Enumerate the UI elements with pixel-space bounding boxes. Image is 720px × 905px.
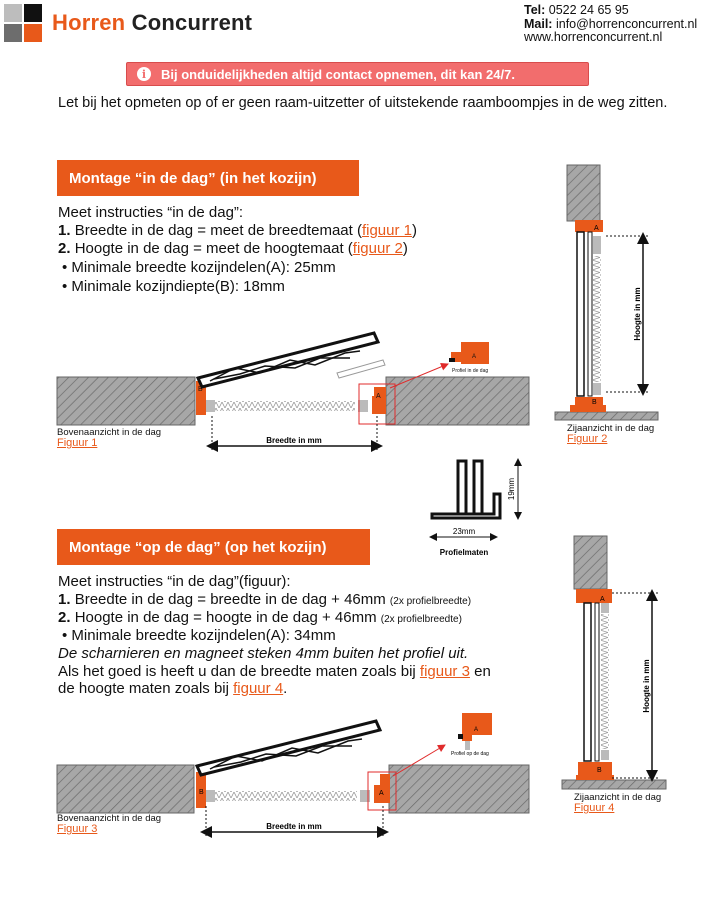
figuur4-link[interactable]: figuur 4 [233,680,284,697]
spring-vertical [593,256,601,382]
line-end: ) [402,240,408,257]
floor [562,780,666,789]
label-a: A [600,596,605,603]
window-frame [197,721,380,775]
profile-caption: Profielmaten [439,548,489,557]
line-note: (2x profielbreedte) [389,596,472,607]
spring-horizontal [215,401,355,411]
inset-label: Profiel op de dag [451,751,489,757]
line-text: Breedte in de dag = breedte in de dag + 46mm [74,591,386,608]
figuur2-link[interactable]: figuur 2 [352,240,403,257]
figure4-link[interactable]: Figuur 4 [574,802,615,814]
section1-bullet1: • Minimale breedte kozijndelen(A): 25mm [62,259,336,276]
hinge-bottom [593,383,601,395]
frame-inner-rail [588,232,592,396]
hinge-bottom [601,750,609,760]
profile-width: 23mm [452,527,476,536]
wall-top [567,165,600,221]
frame-left-rail [577,232,584,396]
label-b: B [199,789,204,796]
inset-profile [461,342,489,364]
bullet-text: Minimale kozijndiepte(B): 18mm [71,278,285,295]
figure3-caption [57,814,161,834]
width-label: Breedte in mm [266,822,322,831]
profile-right-top [380,774,390,785]
label-b: B [198,386,203,393]
height-label: Hoogte in mm [633,287,642,341]
inset-label: Profiel in de dag [452,368,489,374]
num: 2. [58,240,71,257]
wall-left [57,377,195,425]
num: 1. [58,222,71,239]
floor [555,412,658,420]
caption-text: Zijaanzicht in de dag [574,792,662,803]
profile-top [576,589,612,603]
para-text: Als het goed is heeft u dan de breedte maten zoals bij [58,663,420,680]
profile-shape [432,461,500,518]
figure4-caption [574,793,661,813]
profile-height: 19mm [507,477,516,501]
label-b: B [592,399,597,406]
window-handle [337,360,385,378]
section1-title-text: Montage “in de dag” (in het kozijn) [69,169,317,187]
line-text: Hoogte in de dag = meet de hoogtemaat ( [74,240,353,257]
info-icon: i [137,67,151,81]
width-label: Breedte in mm [266,436,322,445]
bullet-text: Minimale breedte kozijndelen(A): 25mm [71,259,336,276]
figure1-link[interactable]: Figuur 1 [57,437,98,449]
wall-right [386,377,529,425]
mail-link[interactable]: info@horrenconcurrent.nl [555,16,698,31]
figure3-link[interactable]: Figuur 3 [57,823,98,835]
tel-label: Tel: [524,3,546,17]
caption-text: Bovenaanzicht in de dag [57,427,162,438]
section1-bullet2: • Minimale kozijndiepte(B): 18mm [62,278,285,295]
label-a: A [594,225,599,232]
hinge-left [206,790,215,802]
label-b: B [597,767,602,774]
line-text: Hoogte in de dag = hoogte in de dag + 46mm [74,609,377,626]
section2-heading: Meet instructies “in de dag”(figuur): [58,573,291,590]
para-text: de hoogte maten zoals bij [58,680,234,697]
frame-inner-rail [595,603,599,761]
figure2-diagram [555,165,658,420]
tel-value[interactable]: 0522 24 65 95 [548,3,629,17]
spring-vertical [601,614,609,749]
label-a: A [379,790,384,797]
figuur3-link[interactable]: figuur 3 [419,663,470,680]
line-note: (2x profielbreedte) [380,614,462,625]
para-text: en [469,663,491,680]
hinge-left [206,400,215,412]
section1-heading: Meet instructies “in de dag”: [58,204,244,221]
num: 1. [58,591,71,608]
inset-label-a: A [474,727,479,733]
mail-label: Mail: [524,16,553,31]
spring-horizontal [215,791,357,801]
line-text: Breedte in de dag = meet de breedtemaat ( [74,222,362,239]
profile-top [575,220,603,232]
section2-bullet1: • Minimale breedte kozijndelen(A): 34mm [62,627,336,644]
wall-right [389,765,529,813]
brand-part2: Concurrent [131,10,253,35]
profile-bottom [578,762,612,775]
website-link[interactable]: www.horrenconcurrent.nl [524,30,663,44]
bullet-text: Minimale breedte kozijndelen(A): 34mm [71,627,336,644]
label-a: A [376,393,381,400]
inset-magnet [449,358,455,362]
profile-sill [570,405,606,412]
line-end: ) [412,222,418,239]
frame-left-rail [584,603,591,761]
profile-sill [576,775,614,780]
height-label: Hoogte in mm [642,659,651,713]
window-frame [198,333,378,387]
wall-top [574,536,607,589]
figure4-diagram [562,536,666,789]
caption-text: Zijaanzicht in de dag [567,423,655,434]
figure1-caption [57,428,161,448]
figuur1-link[interactable]: figuur 1 [361,222,413,239]
profile-diagram [432,461,518,557]
figure2-caption [567,424,654,444]
inset-label-a: A [472,354,477,360]
figure2-link[interactable]: Figuur 2 [567,433,608,445]
section2-italic: De scharnieren en magneet steken 4mm buiten het profiel uit. [58,645,469,662]
inset-profile-step [462,735,472,741]
inset-hinge [465,741,470,750]
notice-text: Bij onduidelijkheden altijd contact opnemen, dit kan 24/7. [161,66,515,82]
hinge-top [601,603,609,613]
num: 2. [58,609,71,626]
brand-part1: Horren [52,10,126,35]
para-text: . [283,680,288,697]
hinge-top [593,236,601,254]
inset-magnet [458,734,463,739]
wall-left [57,765,194,813]
caption-text: Bovenaanzicht in de dag [57,813,162,824]
section2-title-text: Montage “op de dag” (op het kozijn) [69,538,327,556]
intro-text: Let bij het opmeten op of er geen raam-uitzetter of uitstekende raamboompjes in de weg zitten. [58,95,668,111]
